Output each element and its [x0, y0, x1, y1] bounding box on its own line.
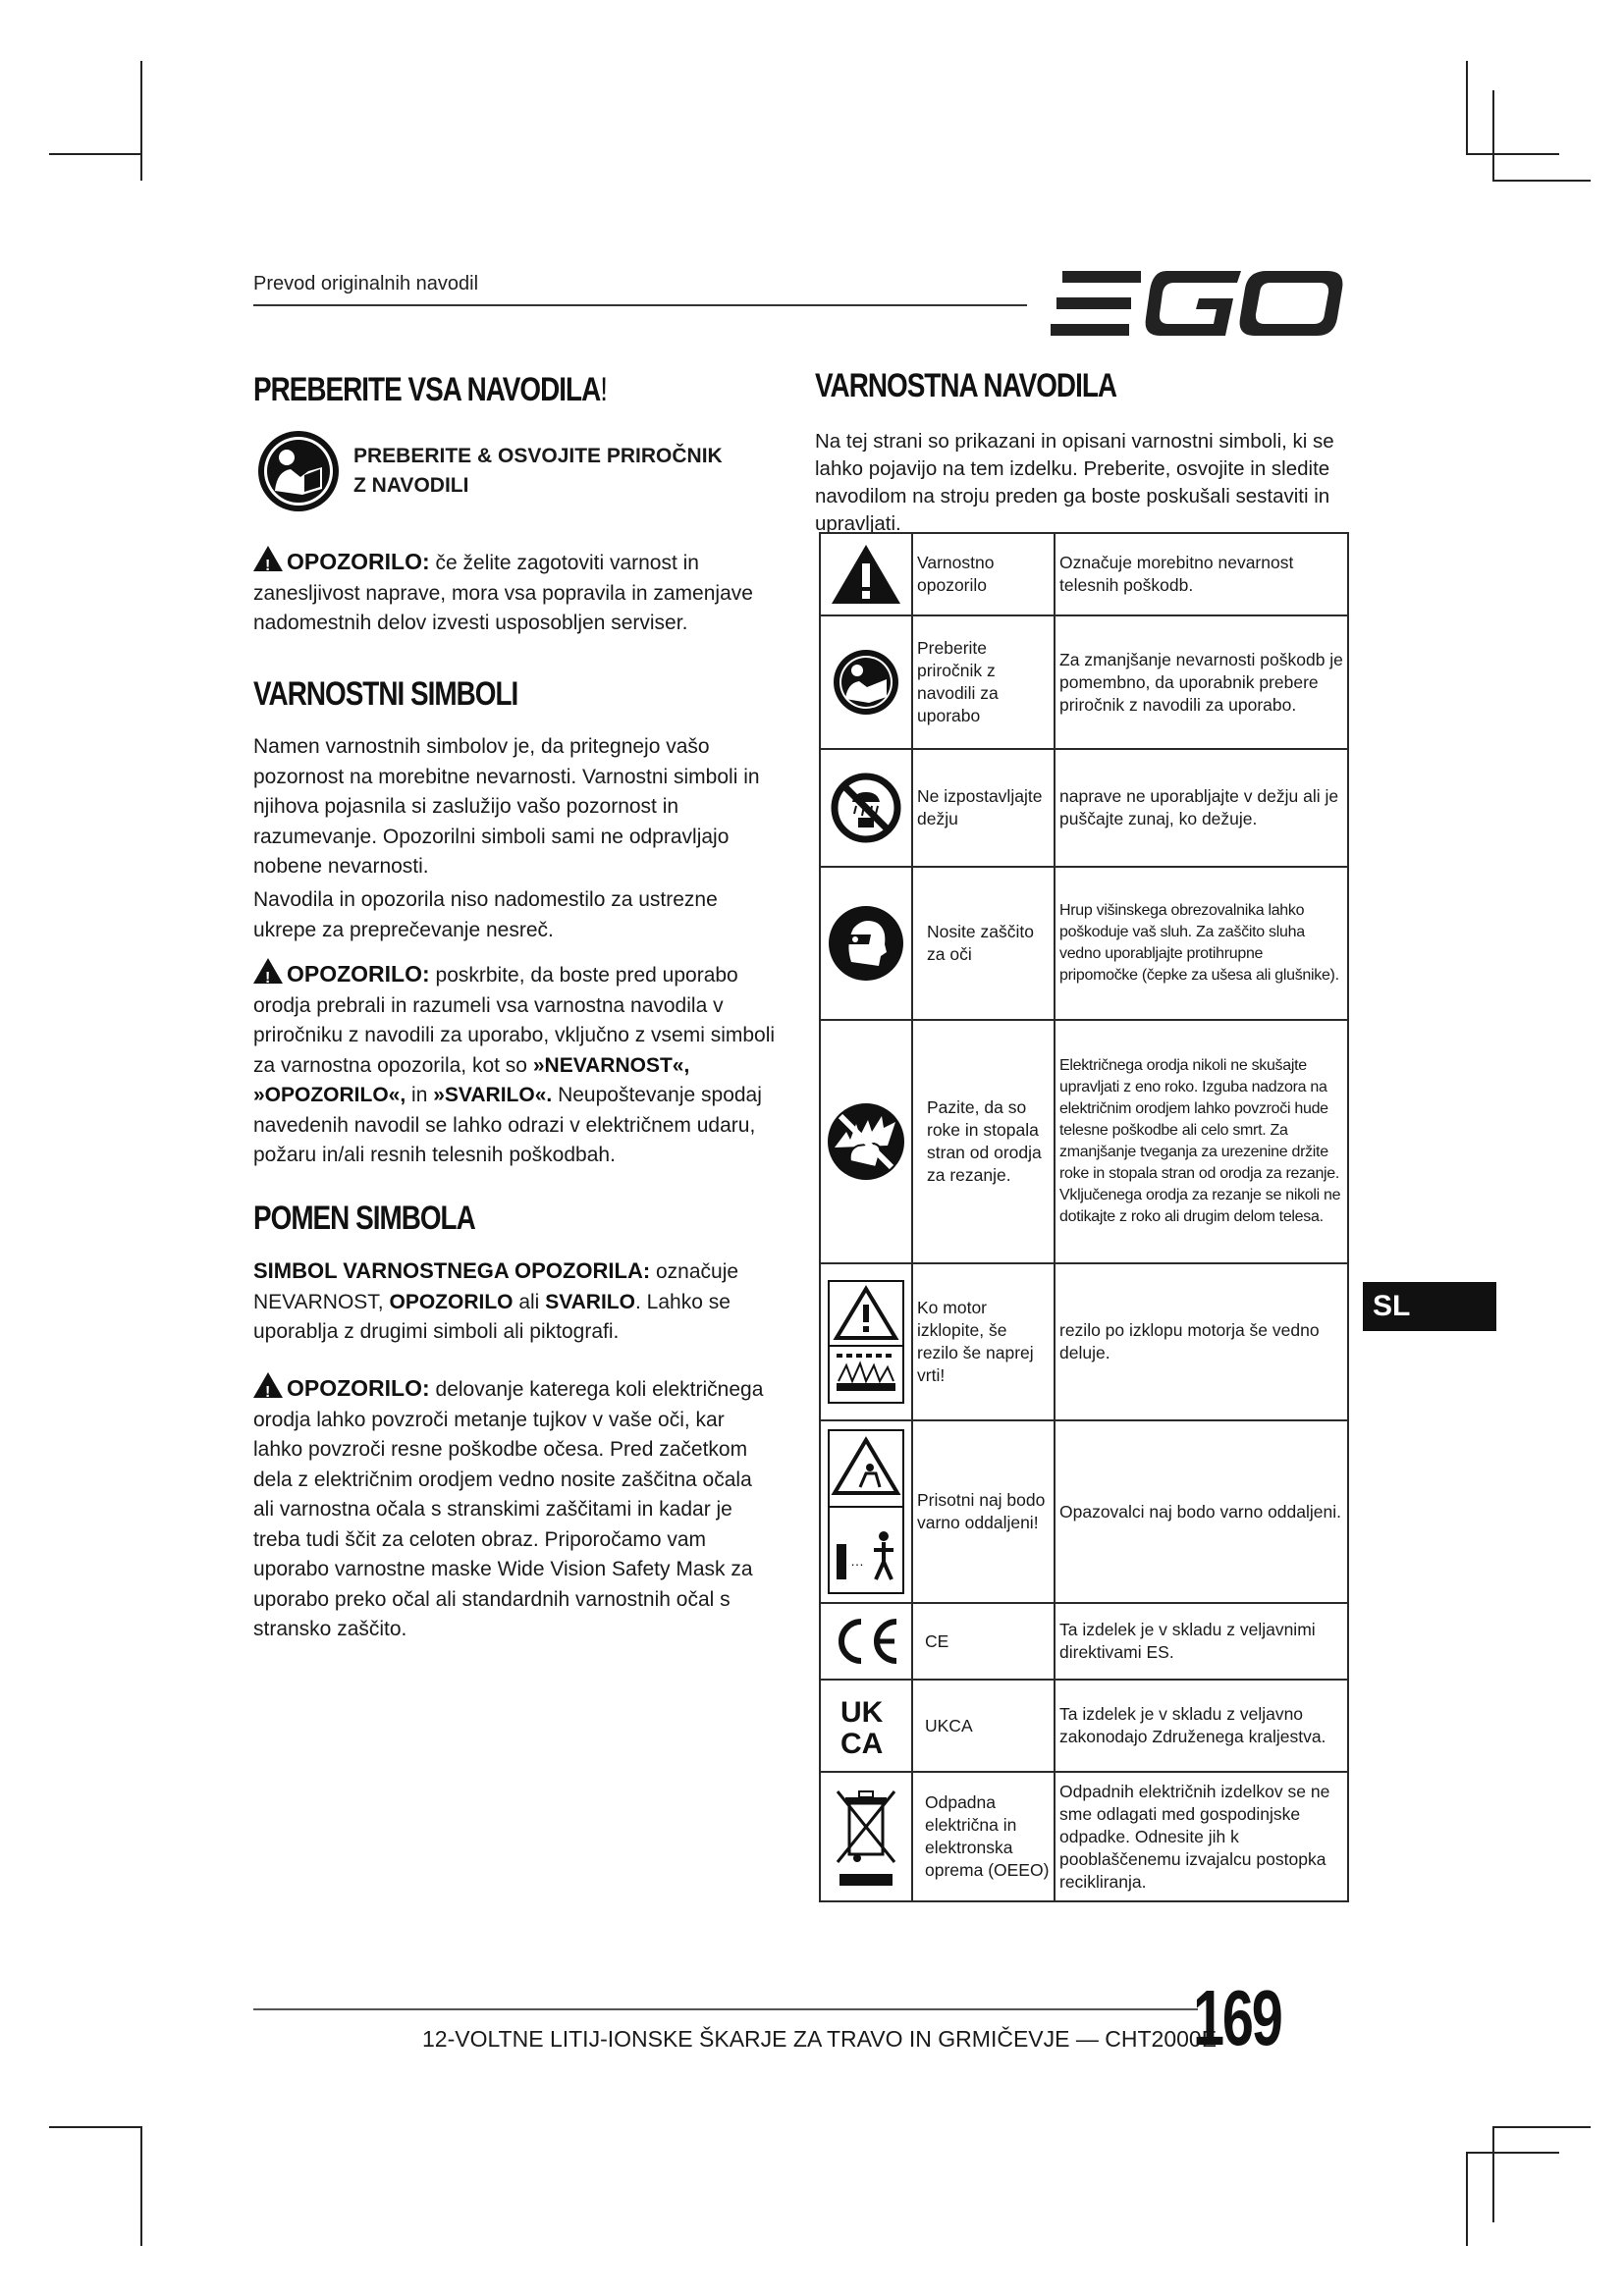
symbol-icon-cell	[820, 867, 912, 1020]
warning-triangle-icon	[830, 542, 902, 607]
crop-mark	[49, 153, 141, 155]
symbol-icon-cell	[820, 1020, 912, 1263]
symbol-icon-cell	[820, 1263, 912, 1420]
crop-mark	[140, 61, 142, 181]
crop-mark	[1492, 2126, 1494, 2222]
read-manual-icon	[832, 648, 900, 717]
svg-text:…: …	[850, 1553, 864, 1569]
warning-triangle-icon	[253, 1372, 283, 1398]
crop-mark	[1492, 90, 1494, 181]
crop-mark	[49, 2126, 141, 2128]
symbol-icon-cell	[820, 1680, 912, 1772]
safety-symbols-table	[819, 532, 1349, 1902]
heading-safety-instructions: VARNOSTNA NAVODILA	[815, 367, 1117, 404]
table-row	[820, 1020, 1348, 1263]
header-rule	[253, 304, 1027, 306]
symbol-name: CE	[912, 1603, 1055, 1680]
read-manual-icon	[257, 430, 340, 512]
eye-protection-icon	[828, 905, 904, 982]
warning-triangle-icon	[253, 546, 283, 571]
symbol-name: Nosite zaščito za oči	[912, 867, 1055, 1020]
symbol-description: Odpadnih električnih izdelkov se ne sme odlagati med gospodinjske odpadke. Odnesite jih k pooblaščenemu izvajalcu postopka recikliranja.	[1055, 1772, 1348, 1901]
heading-symbol-meaning: POMEN SIMBOLA	[253, 1200, 475, 1237]
blade-coasting-icon	[827, 1279, 905, 1405]
safety-alert-symbol-paragraph: SIMBOL VARNOSTNEGA OPOZORILA: označuje NEVARNOST, OPOZORILO ali SVARILO. Lahko se uporablja z drugimi simboli ali piktografi.	[253, 1258, 739, 1343]
crop-mark	[1466, 2152, 1559, 2154]
warning-paragraph-read-manual: !OPOZORILO: poskrbite, da boste pred uporabo orodja prebrali in razumeli vsa varnostna navodila v priročniku z navodili za uporabo, vključno z vsemi simboli za varnostna opozorila, kot so »NEVARNOST«, »OPOZORILO«, in »SVARILO«. Neupoštevanje spodaj navedenih navodil se lahko odrazi v električnem udaru, požaru in/ali resnih telesnih poškodbah.	[253, 958, 784, 1171]
symbol-description: Električnega orodja nikoli ne skušajte upravljati z eno roko. Izguba nadzora na električnim orodjem lahko povzroči hude telesne poškodbe ali celo smrt. Za zmanjšanje tveganja za urezenine držite roke in stopala stran od orodja za rezanje. Vključenega orodja za rezanje se nikoli ne dotikajte z roko ali drugim delom telesa.	[1055, 1020, 1348, 1263]
symbol-name: UKCA	[912, 1680, 1055, 1772]
symbol-icon-cell	[820, 1603, 912, 1680]
table-row	[820, 1603, 1348, 1680]
instructions-note-paragraph: Navodila in opozorila niso nadomestilo za ustrezne ukrepe za preprečevanje nesreč.	[253, 888, 718, 941]
svg-text:UK: UK	[840, 1696, 884, 1729]
footer-rule	[253, 2008, 1198, 2010]
crop-mark	[1466, 61, 1468, 155]
symbol-description: naprave ne uporabljajte v dežju ali je puščajte zunaj, ko dežuje.	[1055, 749, 1348, 867]
table-row	[820, 867, 1348, 1020]
heading-read-all-instructions: PREBERITE VSA NAVODILA!	[253, 371, 607, 408]
table-row	[820, 533, 1348, 615]
symbol-description: Hrup višinskega obrezovalnika lahko poškoduje vaš sluh. Za zaščito sluha vedno uporabljajte protihrupne pripomočke (čepke za ušesa ali glušnike).	[1055, 867, 1348, 1020]
symbol-name: Odpadna električna in elektronska oprema (OEEO)	[912, 1772, 1055, 1901]
symbol-icon-cell	[820, 1772, 912, 1901]
bystanders-icon	[827, 1428, 905, 1595]
symbol-icon-cell	[820, 533, 912, 615]
crop-mark	[1466, 153, 1559, 155]
heading-safety-symbols: VARNOSTNI SIMBOLI	[253, 675, 518, 713]
svg-text:CA: CA	[840, 1728, 884, 1757]
crop-mark	[1492, 180, 1591, 182]
symbol-name: Prisotni naj bodo varno oddaljeni!	[912, 1420, 1055, 1603]
header-title: Prevod originalnih navodil	[253, 273, 479, 294]
table-row	[820, 615, 1348, 749]
keep-hands-away-icon	[827, 1102, 905, 1181]
no-rain-icon	[831, 773, 901, 843]
symbol-name: Ko motor izklopite, še rezilo še naprej vrti!	[912, 1263, 1055, 1420]
symbol-description: Za zmanjšanje nevarnosti poškodb je pomembno, da uporabnik prebere priročnik z navodili za uporabo.	[1055, 615, 1348, 749]
symbol-icon-cell	[820, 615, 912, 749]
symbol-description: rezilo po izklopu motorja še vedno deluje.	[1055, 1263, 1348, 1420]
symbol-name: Pazite, da so roke in stopala stran od orodja za rezanje.	[912, 1020, 1055, 1263]
warning-paragraph-eye-protection: !OPOZORILO: delovanje katerega koli električnega orodja lahko povzroči metanje tujkov v vaše oči, kar lahko povzroči resne poškodbe očesa. Pred začetkom dela z električnim orodjem vedno nosite zaščitna očala ali varnostna očala s stranskimi zaščitami in kadar je treba tudi ščit za celoten obraz. Priporočamo vam uporabo varnostne maske Wide Vision Safety Mask za uporabo preko očal ali standardnih varnostnih očal s stransko zaščito.	[253, 1372, 774, 1645]
table-row	[820, 1420, 1348, 1603]
page-number: 169	[1193, 1974, 1281, 2061]
read-manual-label: PREBERITE & OSVOJITE PRIROČNIK Z NAVODILI	[353, 445, 723, 497]
table-row	[820, 1680, 1348, 1772]
table-row	[820, 1263, 1348, 1420]
symbol-name: Varnostno opozorilo	[912, 533, 1055, 615]
symbol-icon-cell	[820, 749, 912, 867]
symbol-description: Ta izdelek je v skladu z veljavnimi direktivami ES.	[1055, 1603, 1348, 1680]
warning-paragraph-service: !OPOZORILO: če želite zagotoviti varnost in zanesljivost naprave, mora vsa popravila in zamenjave nadomestnih delov izvesti usposobljen serviser.	[253, 546, 764, 639]
crop-mark	[1466, 2152, 1468, 2246]
ego-logo	[1049, 265, 1345, 342]
table-row	[820, 1772, 1348, 1901]
weee-bin-icon	[832, 1784, 900, 1890]
table-row	[820, 749, 1348, 867]
crop-mark	[140, 2126, 142, 2246]
safety-instructions-intro: Na tej strani so prikazani in opisani varnostni simboli, ki se lahko pojavijo na tem izdelku. Preberite, osvojite in sledite navodilom na stroju preden ga boste poskušali sestaviti in upravljati.	[815, 430, 1334, 535]
footer-product-title: 12-VOLTNE LITIJ-IONSKE ŠKARJE ZA TRAVO IN GRMIČEVJE — CHT2000E	[422, 2026, 1218, 2052]
symbol-name: Preberite priročnik z navodili za uporabo	[912, 615, 1055, 749]
warning-triangle-icon	[253, 958, 283, 984]
symbol-description: Opazovalci naj bodo varno oddaljeni.	[1055, 1420, 1348, 1603]
symbol-description: Ta izdelek je v skladu z veljavno zakonodajo Združenega kraljestva.	[1055, 1680, 1348, 1772]
ce-mark-icon	[830, 1616, 902, 1667]
symbol-description: Označuje morebitno nevarnost telesnih poškodb.	[1055, 533, 1348, 615]
crop-mark	[1492, 2126, 1591, 2128]
safety-symbols-paragraph: Namen varnostnih simbolov je, da pritegnejo vašo pozornost na morebitne nevarnosti. Varnostni simboli in njihova pojasnila si zaslužijo vašo pozornost in razumevanje. Opozorilni simboli sami ne odpravljajo nobene nevarnosti.	[253, 735, 760, 878]
language-tab: SL	[1363, 1282, 1496, 1331]
symbol-name: Ne izpostavljajte dežju	[912, 749, 1055, 867]
symbol-icon-cell	[820, 1420, 912, 1603]
ukca-mark-icon	[837, 1694, 895, 1757]
